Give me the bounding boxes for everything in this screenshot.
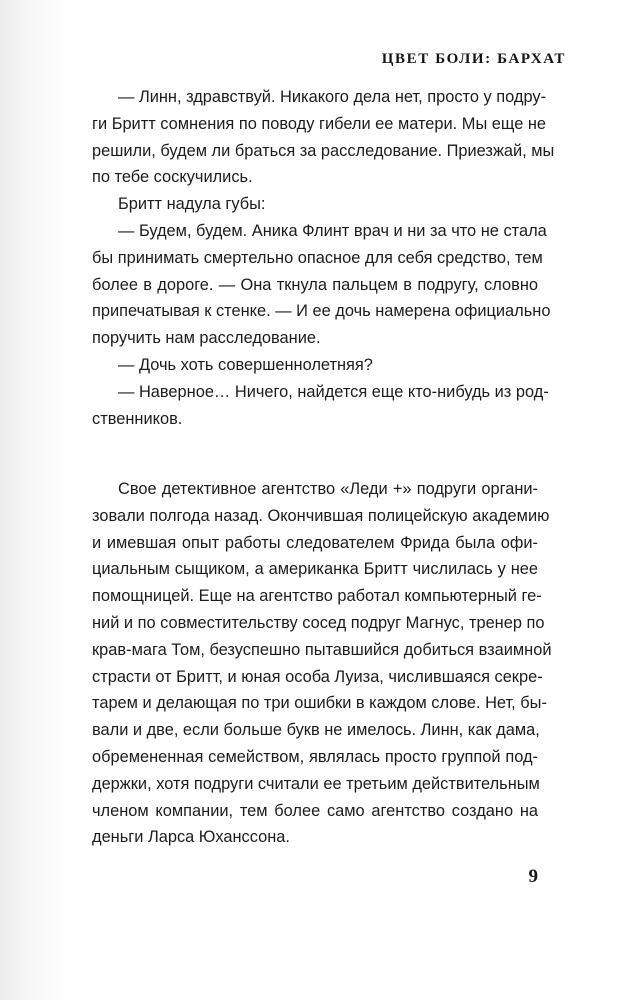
text-line: тарем и делающая по три ошибки в каждом слове. Нет, бы- xyxy=(92,694,547,713)
text-line: крав-мага Том, безуспешно пытавшийся добиться взаимной xyxy=(92,640,552,659)
page-number: 9 xyxy=(528,866,538,887)
text-line: поручить нам расследование. xyxy=(92,329,321,348)
text-line: вали и две, если больше букв не имелось. Линн, как дама, xyxy=(92,721,540,740)
text-line: — Линн, здравствуй. Никакого дела нет, просто у подру- xyxy=(118,88,547,106)
text-line: Свое детективное агентство «Леди +» подруги органи- xyxy=(118,480,538,498)
text-line: деньги Ларса Юханссона. xyxy=(92,828,290,847)
text-line: зовали полгода назад. Окончившая полицейскую академию xyxy=(92,506,550,525)
text-line: страсти от Бритт, и юная особа Луиза, числившаяся секре- xyxy=(92,667,543,686)
running-header: ЦВЕТ БОЛИ: БАРХАТ xyxy=(381,51,566,67)
text-line: припечатывая к стенке. — И ее дочь намерена официально xyxy=(92,302,551,321)
text-block-dialogue xyxy=(92,84,555,432)
text-line: членом компании, тем более само агентство создано на xyxy=(92,801,538,820)
text-line: ний и по совместительству сосед подруг Магнус, тренер по xyxy=(92,613,545,632)
text-line: более в дороге. — Она ткнула пальцем в подругу, словно xyxy=(92,275,538,294)
text-line: держки, хотя подруги считали ее третьим действительным xyxy=(92,774,540,793)
text-line: циальным сыщиком, а американка Бритт числилась у нее xyxy=(92,560,538,579)
text-line: и имевшая опыт работы следователем Фрида была офи- xyxy=(92,533,538,552)
text-line: обремененная семейством, являлась просто группой под- xyxy=(92,747,538,766)
text-line: бы принимать смертельно опасное для себя средство, тем xyxy=(92,248,543,267)
text-line: Бритт надула губы: xyxy=(118,195,266,214)
text-line: по тебе соскучились. xyxy=(92,168,253,187)
text-line: ги Бритт сомнения по поводу гибели ее матери. Мы еще не xyxy=(92,114,547,133)
text-line: помощницей. Еще на агентство работал компьютерный ге- xyxy=(92,587,542,606)
text-line: — Будем, будем. Аника Флинт врач и ни за что не стала xyxy=(118,221,547,240)
text-line: — Наверное… Ничего, найдется еще кто-нибудь из род- xyxy=(118,382,549,401)
text-line: — Дочь хоть совершеннолетняя? xyxy=(118,355,373,374)
text-block-narrative xyxy=(92,476,552,851)
text-line: ственников. xyxy=(92,409,183,428)
text-line: решили, будем ли браться за расследование. Приезжай, мы xyxy=(92,141,555,160)
